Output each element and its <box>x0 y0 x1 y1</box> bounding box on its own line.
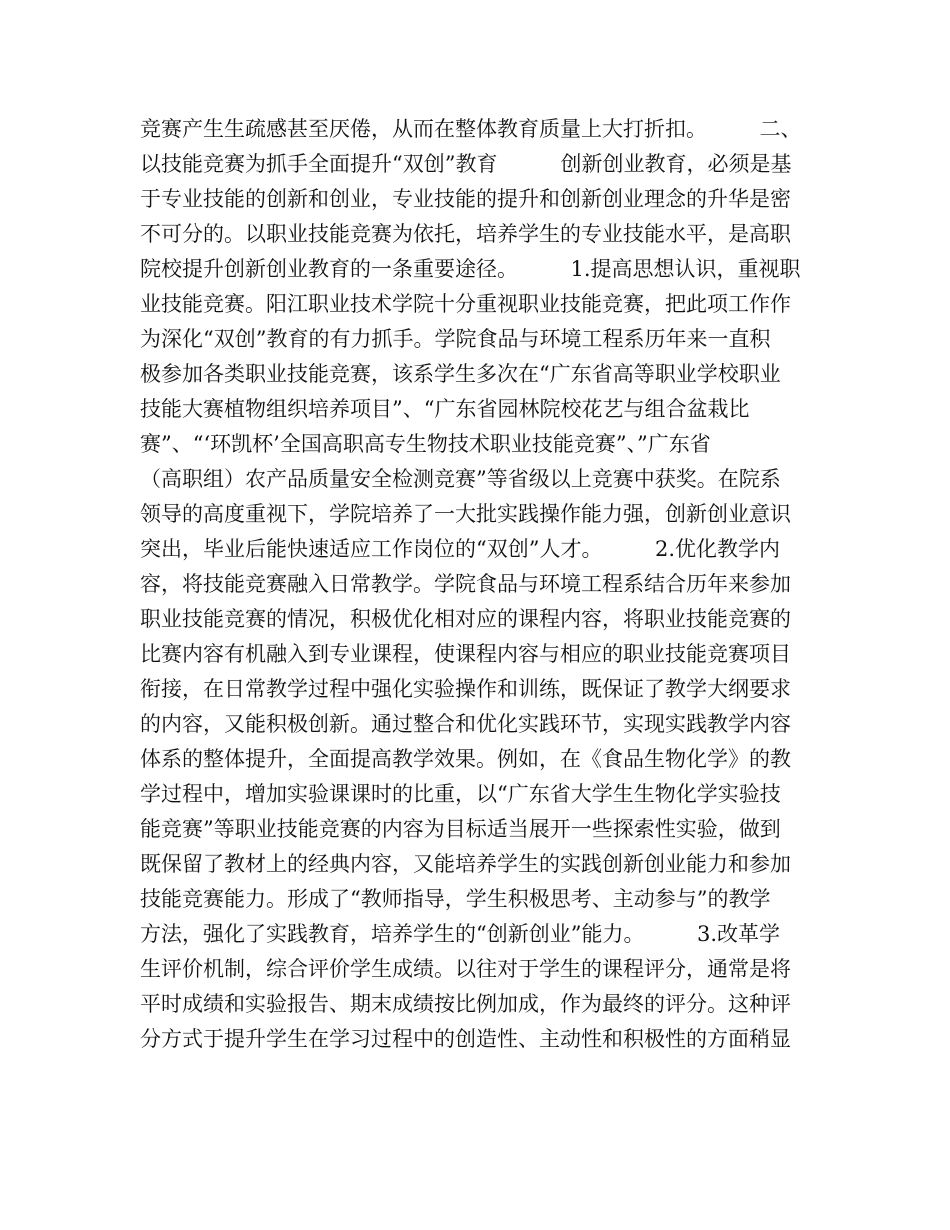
text-line: 的内容，又能积极创新。通过整合和优化实践环节，实现实践教学内容 <box>140 712 791 736</box>
text-line: 领导的高度重视下，学院培养了一大批实践操作能力强，创新创业意识 <box>140 502 791 526</box>
text-line: 院校提升创新创业教育的一条重要途径。 1.提高思想认识，重视职 <box>140 257 801 281</box>
text-line: 比赛内容有机融入到专业课程，使课程内容与相应的职业技能竞赛项目 <box>140 642 791 666</box>
text-line: 容，将技能竞赛融入日常教学。学院食品与环境工程系结合历年来参加 <box>140 572 791 596</box>
text-line: 平时成绩和实验报告、期末成绩按比例加成，作为最终的评分。这种评 <box>140 992 791 1016</box>
text-line: 职业技能竞赛的情况，积极优化相对应的课程内容，将职业技能竞赛的 <box>140 607 791 631</box>
text-line: 技能大赛植物组织培养项目”、“广东省园林院校花艺与组合盆栽比 <box>140 397 750 421</box>
text-line: （高职组）农产品质量安全检测竞赛”等省级以上竞赛中获奖。在院系 <box>140 467 781 491</box>
text-line: 能竞赛”等职业技能竞赛的内容为目标适当展开一些探索性实验，做到 <box>140 817 781 841</box>
text-line: 极参加各类职业技能竞赛，该系学生多次在“广东省高等职业学校职业 <box>140 362 781 386</box>
text-line: 体系的整体提升，全面提高教学效果。例如，在《食品生物化学》的教 <box>140 747 791 771</box>
text-line: 衔接，在日常教学过程中强化实验操作和训练，既保证了教学大纲要求 <box>140 677 791 701</box>
text-line: 生评价机制，综合评价学生成绩。以往对于学生的课程评分，通常是将 <box>140 957 791 981</box>
body-text <box>140 112 820 1057</box>
text-line: 于专业技能的创新和创业，专业技能的提升和创新创业理念的升华是密 <box>140 187 791 211</box>
text-line: 突出，毕业后能快速适应工作岗位的“双创”人才。 2.优化教学内 <box>140 537 781 561</box>
text-line: 分方式于提升学生在学习过程中的创造性、主动性和积极性的方面稍显 <box>140 1027 791 1051</box>
text-line: 赛”、“‘环凯杯’全国高职高专生物技术职业技能竞赛”、”广东省 <box>140 432 711 456</box>
text-line: 不可分的。以职业技能竞赛为依托，培养学生的专业技能水平，是高职 <box>140 222 791 246</box>
text-line: 学过程中，增加实验课课时的比重，以“广东省大学生生物化学实验技 <box>140 782 781 806</box>
text-line: 技能竞赛能力。形成了“教师指导，学生积极思考、主动参与”的教学 <box>140 887 771 911</box>
text-line: 方法，强化了实践教育，培养学生的“创新创业”能力。 3.改革学 <box>140 922 781 946</box>
text-line: 业技能竞赛。阳江职业技术学院十分重视职业技能竞赛，把此项工作作 <box>140 292 791 316</box>
text-line: 竞赛产生生疏感甚至厌倦，从而在整体教育质量上大打折扣。 二、 <box>140 117 802 141</box>
text-line: 为深化“双创”教育的有力抓手。学院食品与环境工程系历年来一直积 <box>140 327 771 351</box>
text-line: 以技能竞赛为抓手全面提升“双创”教育 创新创业教育，必须是基 <box>140 152 792 176</box>
text-line: 既保留了教材上的经典内容，又能培养学生的实践创新创业能力和参加 <box>140 852 791 876</box>
